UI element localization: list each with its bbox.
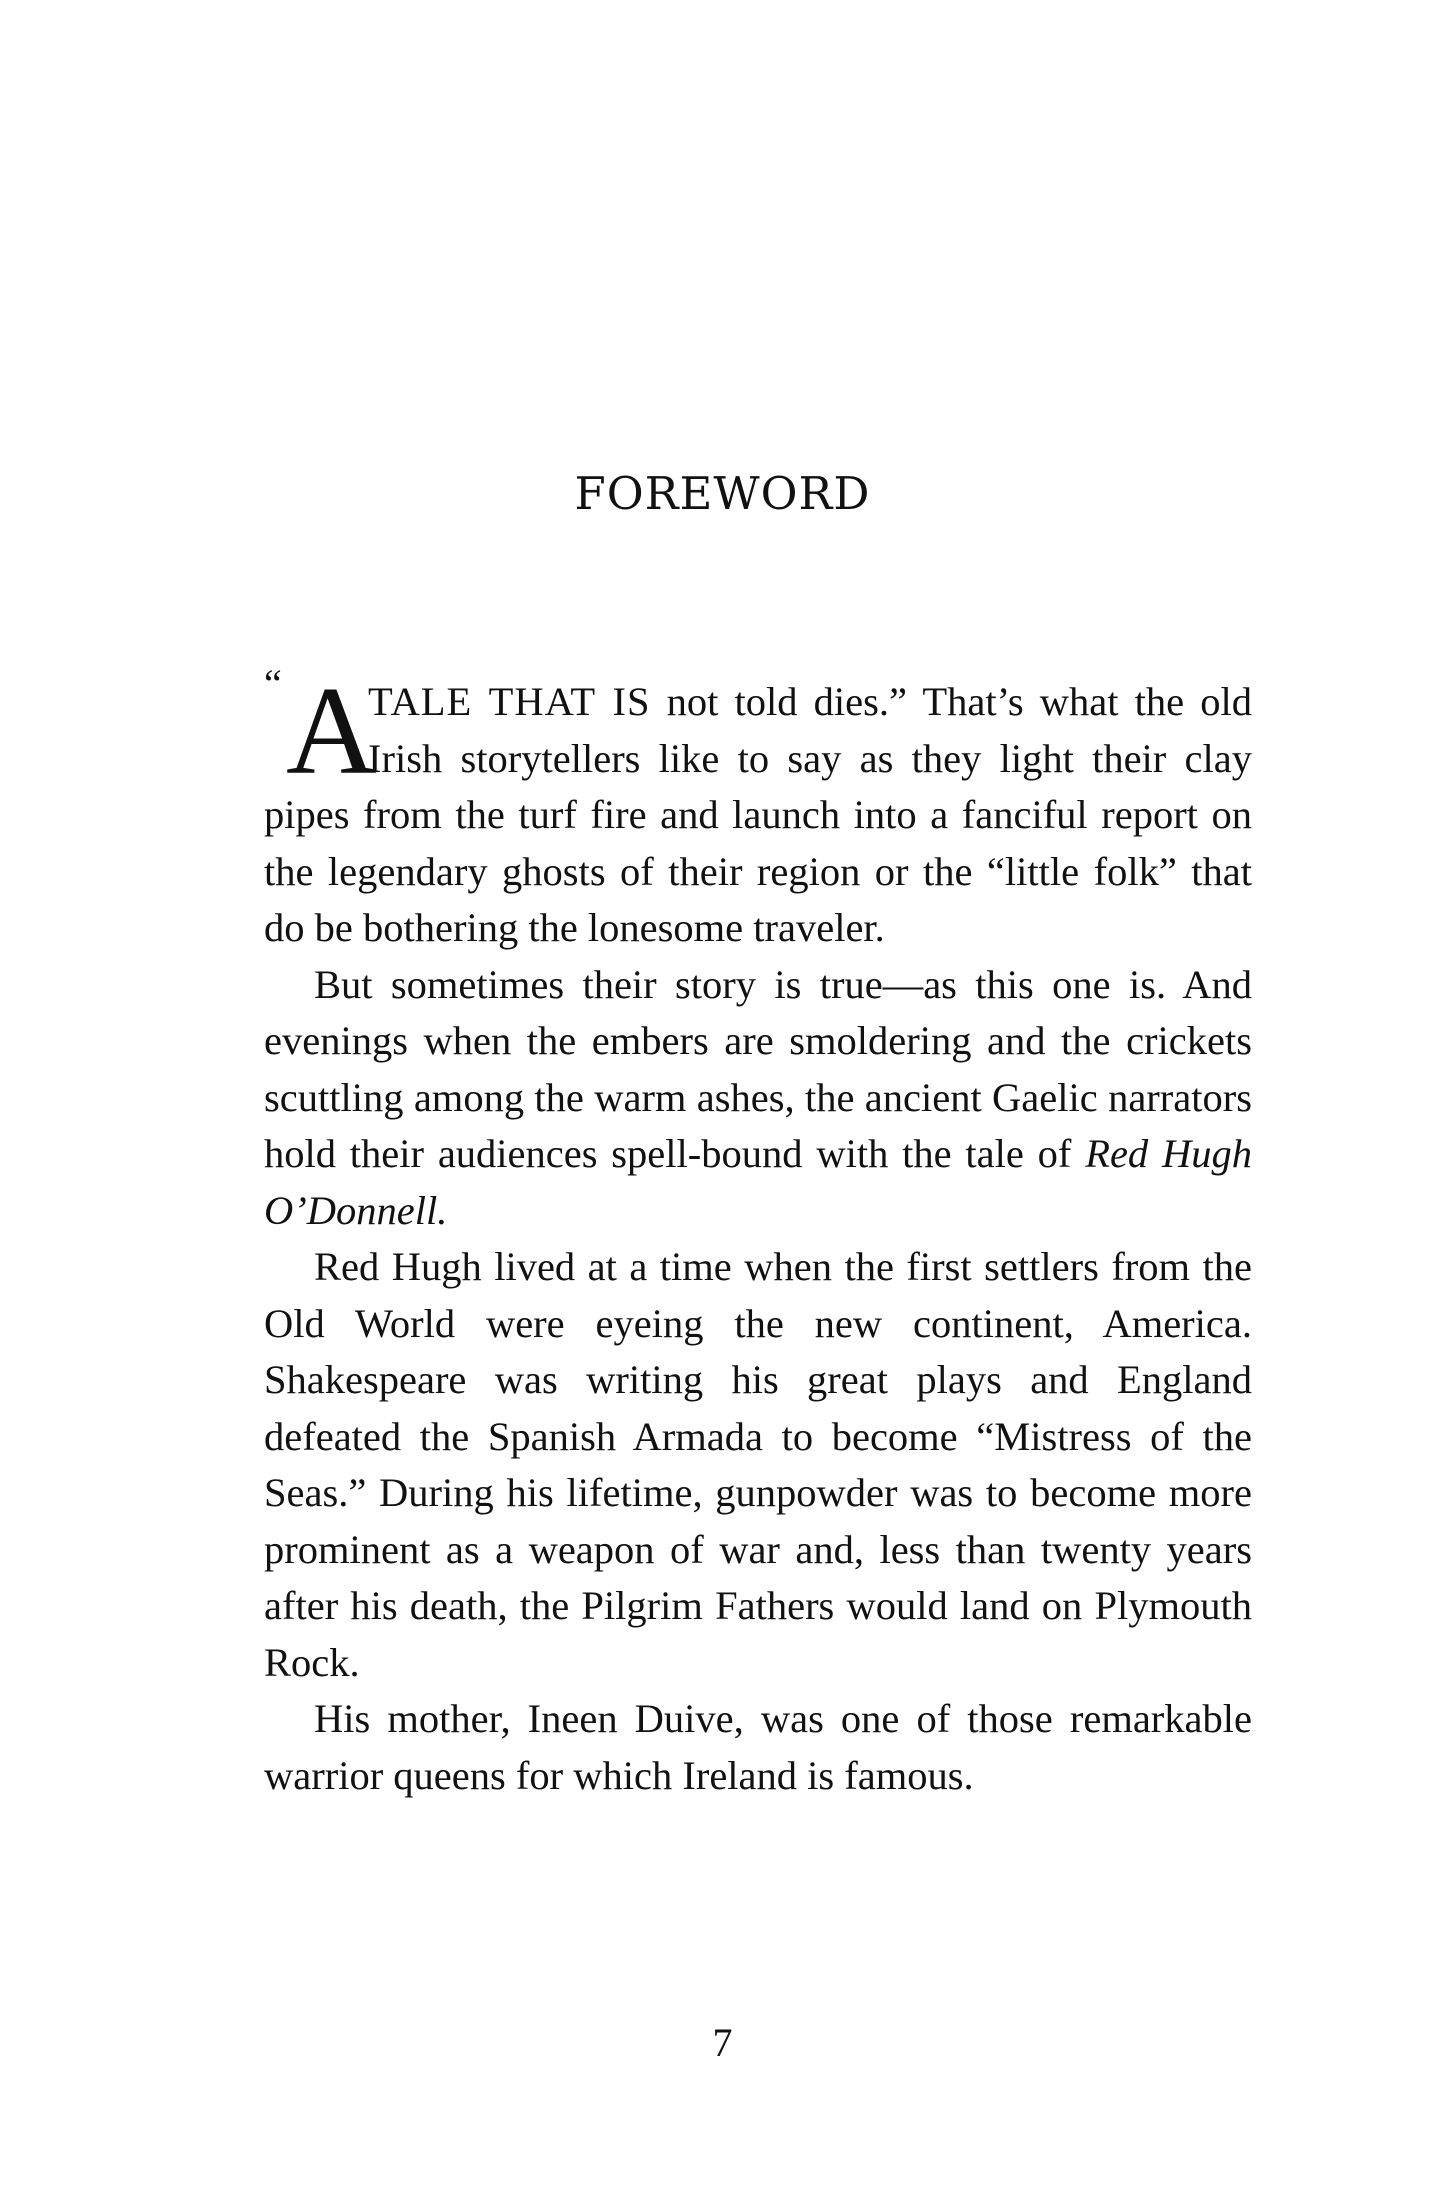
paragraph-2	[264, 957, 1252, 1240]
paragraph-1-text: not told dies.” That’s what the old Irish storytellers like to say as they light their clay pipes from the turf fire and launch into a fanciful report on the legendary ghosts of their region or the “little folk” that do be bothering the lonesome traveler.	[264, 679, 1252, 950]
paragraph-4	[264, 1691, 1252, 1804]
paragraph-4-text: His mother, Ineen Duive, was one of those remarkable warrior queens for which Ireland is famous.	[264, 1696, 1252, 1798]
dropcap-block	[264, 661, 377, 801]
book-title-italic: Red Hugh O’Donnell.	[264, 1131, 1252, 1233]
page-number: 7	[712, 2020, 733, 2065]
chapter-heading: foreword	[574, 451, 871, 525]
paragraph-1	[264, 661, 1252, 957]
paragraph-2-text: But sometimes their story is true—as this one is. And evenings when the embers are smoldering and the crickets scuttling among the warm ashes, the ancient Gaelic narrators hold their audiences spell-bound with the tale of	[264, 961, 1252, 1176]
opening-quote-mark: “	[264, 661, 282, 706]
paragraph-3	[264, 1239, 1252, 1691]
drop-cap-letter: A	[286, 662, 377, 801]
paragraph-3-text: Red Hugh lived at a time when the first settlers from the Old World were eyeing the new continent, America. Shakespeare was writing his great plays and England defeated the Spanish Armada to become “Mistress of the Seas.” During his lifetime, gunpowder was to become more prominent as a weapon of war and, less than twenty years after his death, the Pilgrim Fathers would land on Plymouth Rock.	[264, 1244, 1252, 1685]
paragraph-1-lead-caps: TALE THAT IS	[368, 679, 651, 724]
body-text	[264, 661, 1252, 1804]
